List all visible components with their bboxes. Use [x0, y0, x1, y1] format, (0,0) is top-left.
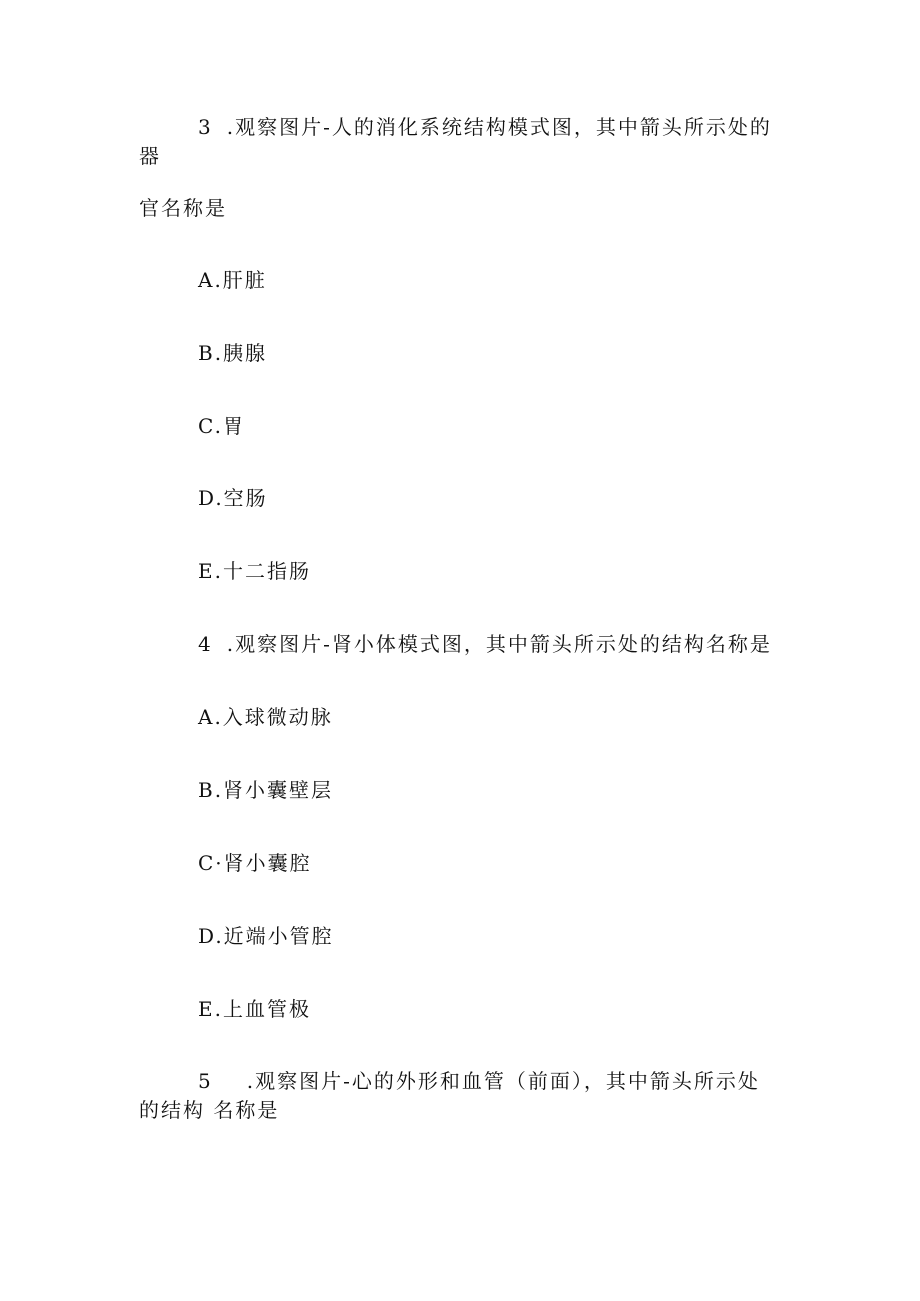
question-4-option-b: B.肾小囊壁层 [198, 778, 334, 802]
question-3-text: .观察图片-人的消化系统结构模式图，其中箭头所示处的 [226, 115, 772, 139]
question-5-stem-line2: 的结构 名称是 [139, 1098, 280, 1122]
question-5-stem-line1 [198, 1067, 760, 1095]
question-5-text: .观察图片-心的外形和血管（前面），其中箭头所示处 [246, 1069, 760, 1093]
question-4-option-d: D.近端小管腔 [198, 924, 334, 948]
question-3-option-b: B.胰腺 [198, 341, 268, 365]
question-4-number: 4 [198, 632, 213, 656]
question-3-stem-line3: 官名称是 [139, 196, 227, 220]
question-3-number: 3 [198, 115, 213, 139]
question-3-option-a: A.肝脏 [198, 268, 267, 292]
question-4-option-c: C·肾小囊腔 [198, 851, 312, 875]
question-4-stem-line1 [198, 630, 772, 658]
question-3-option-c: C.胃 [198, 414, 245, 438]
question-3-option-d: D.空肠 [198, 486, 268, 510]
question-5-number: 5 [198, 1069, 213, 1093]
question-3-option-e: E.十二指肠 [198, 559, 311, 583]
question-3-stem-line1 [198, 113, 772, 141]
question-4-text: .观察图片-肾小体模式图，其中箭头所示处的结构名称是 [226, 632, 772, 656]
question-4-option-a: A.入球微动脉 [198, 705, 333, 729]
question-3-stem-line2: 器 [139, 144, 161, 168]
question-4-option-e: E.上血管极 [198, 997, 311, 1021]
